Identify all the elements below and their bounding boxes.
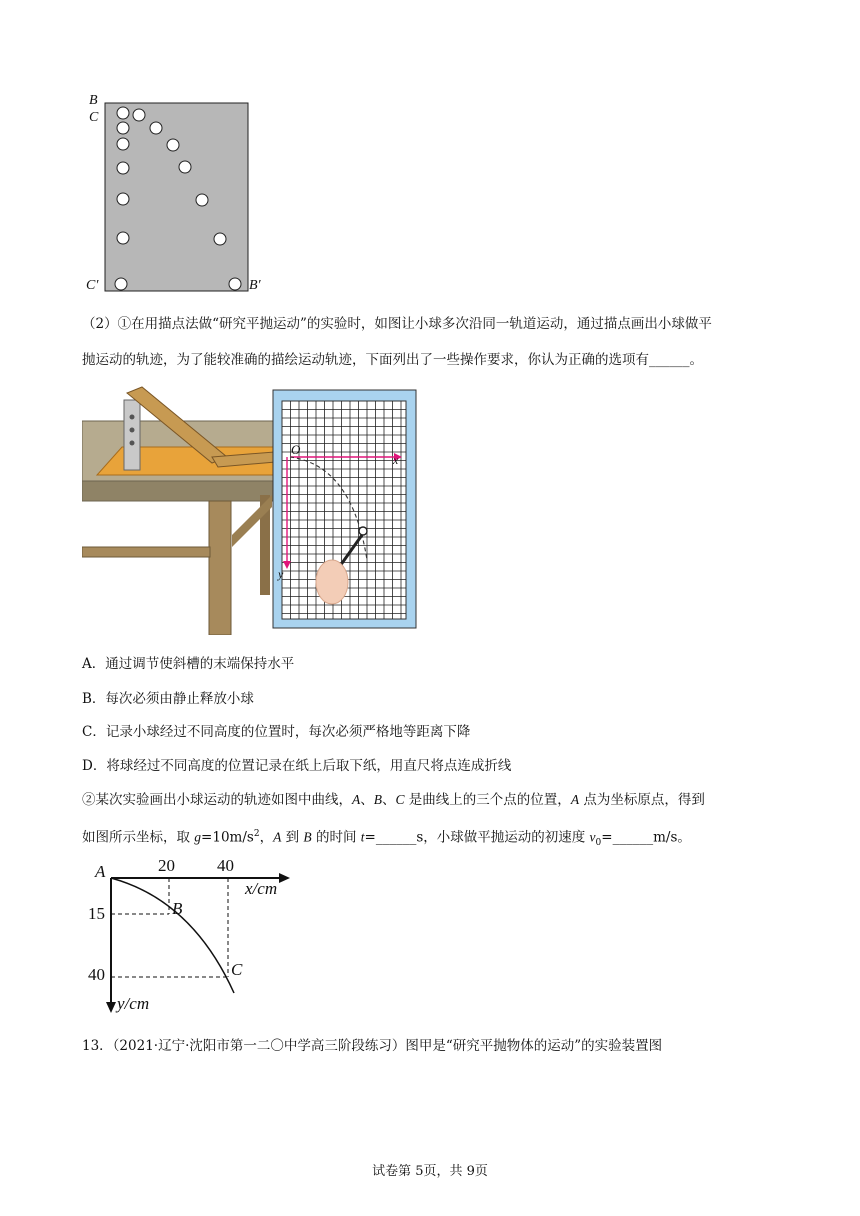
- point-B-to: B: [303, 829, 312, 845]
- graph-curve: [111, 878, 234, 993]
- part2-text-d: 如图所示坐标，取: [82, 829, 195, 846]
- ball-projectile-5: [196, 194, 208, 206]
- part2-line1: [82, 790, 705, 810]
- ball-vertical-7: [115, 278, 127, 290]
- stand-hole-1: [130, 415, 135, 420]
- q2-answer-blank: ______: [649, 352, 690, 368]
- label-B-prime: B′: [249, 278, 261, 293]
- ball-projectile-2: [150, 122, 162, 134]
- q2-line2-end: 。: [689, 352, 703, 368]
- table-leg-front: [209, 501, 231, 635]
- hand: [316, 560, 348, 604]
- apparatus-label-x: x: [393, 453, 399, 467]
- q2-line2-text: 抛运动的轨迹，为了能较准确的描绘运动轨迹，下面列出了一些操作要求，你认为正确的选项有: [82, 352, 649, 368]
- part2-sep2: 、: [382, 792, 396, 808]
- chute-stand: [124, 400, 140, 470]
- apparatus-label-O: O: [291, 442, 301, 457]
- graph-label-C: C: [231, 960, 243, 979]
- part2-text-j: =______m/s。: [601, 829, 691, 846]
- symbol-t: t: [360, 829, 365, 845]
- graph-tick-x40: 40: [217, 856, 234, 875]
- part2-text-e: =10m/s: [201, 829, 254, 846]
- trajectory-graph: [82, 850, 302, 1020]
- part2-text-h: 的时间: [311, 829, 361, 846]
- ball-projectile-7: [229, 278, 241, 290]
- apparatus-svg: [82, 385, 422, 635]
- graph-tick-x20: 20: [158, 856, 175, 875]
- graph-x-arrow: [279, 873, 290, 883]
- point-A-origin: A: [570, 792, 580, 807]
- option-c: C．记录小球经过不同高度的位置时，每次必须严格地等距离下降: [82, 724, 471, 740]
- trajectory-graph-svg: [82, 850, 302, 1020]
- point-A-from: A: [273, 829, 282, 845]
- trajectory-ball: [359, 527, 367, 535]
- part2-text-b: 是曲线上的三个点的位置，: [404, 792, 571, 808]
- stand-hole-2: [130, 428, 135, 433]
- ball-projectile-4: [179, 161, 191, 173]
- symbol-v: v: [589, 829, 596, 845]
- question-13: 13．（2021·辽宁·沈阳市第一二〇中学高三阶段练习）图甲是“研究平抛物体的运动”的实验装置图: [82, 1038, 663, 1054]
- ball-vertical-1: [117, 107, 129, 119]
- ball-vertical-2: [117, 122, 129, 134]
- q2-line1: （2）①在用描点法做“研究平抛运动”的实验时，如图让小球多次沿同一轨道运动，通过描点画出小球做平: [82, 316, 712, 332]
- q2-line2: [82, 350, 703, 370]
- graph-label-B: B: [172, 899, 183, 918]
- part2-text-c: 点为坐标原点，得到: [579, 792, 705, 808]
- ball-projectile-6: [214, 233, 226, 245]
- ball-vertical-3: [117, 138, 129, 150]
- label-C-prime: C′: [86, 278, 99, 293]
- graph-label-A: A: [95, 862, 106, 881]
- symbol-g: g: [194, 829, 202, 845]
- label-B: B: [89, 93, 98, 108]
- part2-line2: [82, 824, 691, 853]
- ball-projectile-1: [133, 109, 145, 121]
- option-a: A．通过调节使斜槽的末端保持水平: [82, 656, 295, 672]
- ball-vertical-5: [117, 193, 129, 205]
- label-C: C: [89, 110, 99, 125]
- strobe-figure: [82, 92, 262, 292]
- graph-tick-y15: 15: [88, 904, 105, 923]
- stand-hole-3: [130, 441, 135, 446]
- ball-projectile-3: [167, 139, 179, 151]
- part2-text-f: ，: [259, 829, 274, 846]
- graph-y-axis-label: y/cm: [117, 994, 150, 1013]
- graph-y-arrow: [106, 1002, 116, 1013]
- option-b: B．每次必须由静止释放小球: [82, 691, 254, 707]
- page-footer: 试卷第 5页，共 9页: [372, 1164, 488, 1179]
- apparatus-figure: [82, 385, 422, 635]
- option-d: D．将球经过不同高度的位置记录在纸上后取下纸，用直尺将点连成折线: [82, 758, 512, 774]
- point-B: B: [373, 792, 382, 807]
- ball-vertical-6: [117, 232, 129, 244]
- strobe-figure-svg: [82, 92, 262, 292]
- part2-text-g: 到: [281, 829, 304, 846]
- point-C: C: [395, 792, 405, 807]
- part2-text-i: =______s，小球做平抛运动的初速度: [364, 829, 590, 846]
- graph-tick-y40: 40: [88, 965, 105, 984]
- superscript-2: 2: [253, 829, 260, 839]
- table-front-edge: [82, 481, 277, 501]
- subscript-0: 0: [595, 838, 602, 849]
- part2-text-a: ②某次实验画出小球运动的轨迹如图中曲线，: [82, 792, 352, 808]
- point-A: A: [352, 792, 361, 807]
- ball-vertical-4: [117, 162, 129, 174]
- part2-sep1: 、: [360, 792, 374, 808]
- graph-x-axis-label: x/cm: [245, 879, 278, 898]
- table-rail: [82, 547, 210, 557]
- apparatus-label-y: y: [278, 567, 284, 581]
